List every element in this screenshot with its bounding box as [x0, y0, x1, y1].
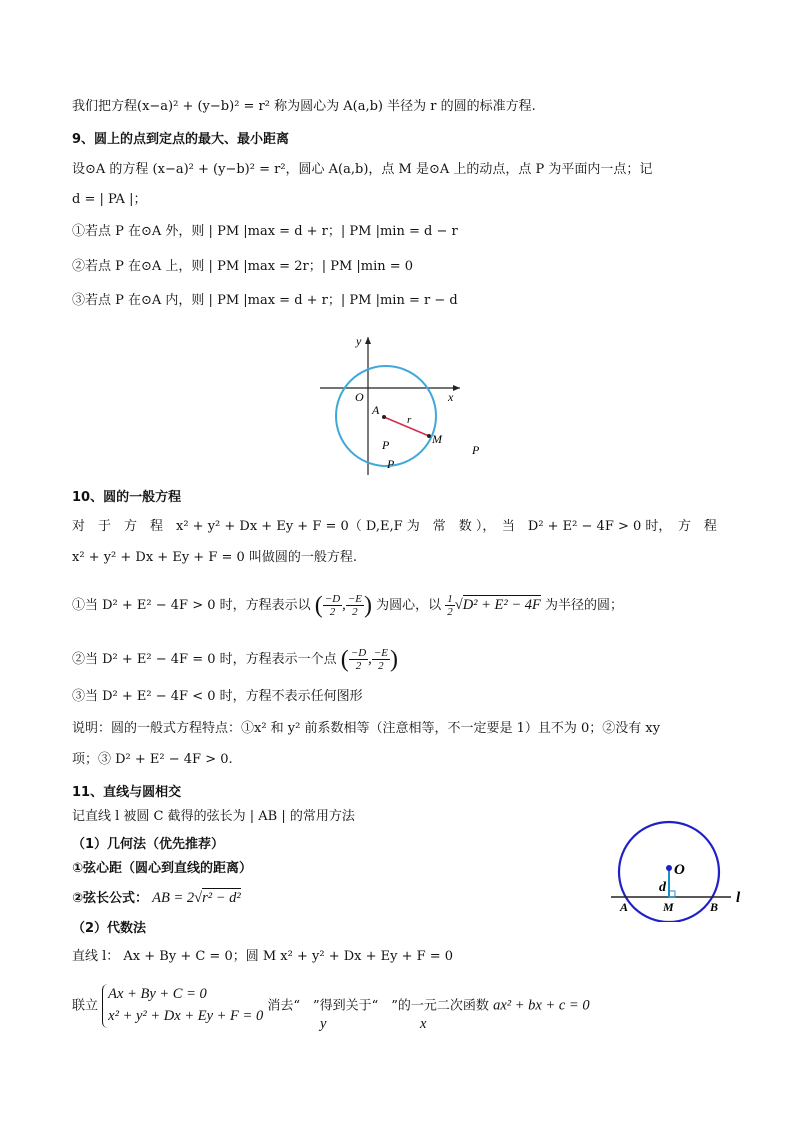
case-negative: ③当 D² + E² − 4F < 0 时，方程不表示任何图形 [72, 689, 363, 704]
subheading-chord-distance: ①弦心距（圆心到直线的距离） [72, 861, 253, 876]
comma: , [342, 597, 346, 614]
y-axis-arrow-icon [365, 337, 371, 344]
point-label-b: B [710, 900, 719, 914]
case-inside: ③若点 P 在⊙A 内，则 | PM |max = d + r；| PM |min = r − d [72, 293, 458, 308]
chord-figure [606, 812, 756, 922]
frac-den: 2 [447, 606, 453, 619]
center-point-a [382, 415, 386, 419]
text-line-general-eq-1: 对 于 方 程 x² + y² + Dx + Ey + F = 0（ D,E,F 为 常 数 ）， 当 D² + E² − 4F > 0 时， 方 程 [72, 519, 717, 534]
text-line-d-def: d = | PA |； [72, 192, 147, 207]
frac-den: 2 [352, 606, 358, 619]
center-label-o: O [674, 862, 685, 878]
point-p-outside-label: P [472, 443, 480, 457]
case-outside: ①若点 P 在⊙A 外，则 | PM |max = d + r；| PM |min = d − r [72, 224, 458, 239]
frac-neg-e-over-2 [346, 593, 364, 618]
frac-den: 2 [378, 660, 384, 673]
case-zero [72, 647, 398, 672]
text-line-standard-equation [72, 100, 536, 113]
heading-10: 10、圆的一般方程 [72, 490, 182, 505]
paren-open: ( [340, 646, 349, 673]
heading-9: 9、圆上的点到定点的最大、最小距离 [72, 132, 290, 147]
chord-formula-lhs: AB = 2 [152, 890, 195, 906]
point-p-on-label: P [387, 457, 395, 471]
system-line [72, 984, 590, 1028]
origin-label: O [355, 390, 364, 404]
x-axis-label: x [448, 390, 454, 404]
system-eq-1: Ax + By + C = 0 [108, 986, 207, 1002]
frac-neg-e-over-2 [372, 647, 390, 672]
radius-label-r: r [407, 414, 412, 426]
sqrt-body: D² + E² − 4F [462, 597, 541, 614]
frac-num: −E [347, 593, 362, 605]
frac-one-half [445, 593, 455, 618]
distance-label-d: d [659, 880, 666, 895]
note-line-2: 项；③ D² + E² − 4F > 0. [72, 752, 233, 767]
frac-neg-d-over-2 [349, 647, 368, 672]
chord-formula-line [72, 891, 241, 906]
center-label-a: A [372, 403, 380, 417]
frac-num: −E [373, 647, 388, 659]
point-label-m: M [663, 900, 674, 914]
note-line-1: 说明：圆的一般式方程特点：①x² 和 y² 前系数相等（注意相等，不一定要是 1）且不为 0；②没有 xy [72, 721, 661, 736]
system-quadratic: ax² + bx + c = 0 [493, 997, 590, 1014]
frac-neg-d-over-2 [323, 593, 342, 618]
chord-formula-label: ②弦长公式： [72, 891, 149, 906]
subheading-geometric: （1）几何法（优先推荐） [72, 837, 225, 852]
case-positive-mid: 为圆心，以 [376, 598, 442, 614]
system-tail: 消去“ ”得到关于“ ”的一元二次函数 [267, 998, 489, 1014]
chord-formula-radicand: r² − d² [202, 890, 241, 906]
text-line-line-and-circle: 直线 l： Ax + By + C = 0；圆 M x² + y² + Dx + Ey + F = 0 [72, 949, 454, 964]
frac-num: 1 [447, 593, 453, 605]
subheading-algebraic: （2）代数法 [72, 921, 147, 936]
case-positive [72, 593, 623, 618]
about-var-x: x [420, 1016, 427, 1032]
point-m-label: M [432, 432, 442, 446]
frac-den: 2 [355, 660, 362, 673]
paren-close: ) [389, 646, 398, 673]
circle-coordinate-figure [300, 325, 500, 485]
text-line-chord-intro: 记直线 l 被圆 C 截得的弦长为 | AB | 的常用方法 [72, 809, 355, 824]
case-zero-lead: ②当 D² + E² − 4F = 0 时，方程表示一个点 [72, 652, 337, 668]
paren-close: ) [363, 592, 372, 619]
point-m-dot [427, 434, 431, 438]
system-eq-2: x² + y² + Dx + Ey + F = 0 [108, 1007, 264, 1024]
comma: , [368, 651, 372, 668]
frac-den: 2 [329, 606, 336, 619]
center-point-o [666, 865, 672, 871]
line-label-l: l [736, 890, 741, 906]
system-brace [102, 984, 263, 1028]
chord-sqrt-sign: √ [194, 890, 203, 906]
x-axis-arrow-icon [453, 385, 460, 391]
y-axis-label: y [356, 334, 362, 348]
sqrt-sign: √ [454, 597, 463, 614]
paren-open: ( [314, 592, 323, 619]
heading-11: 11、直线与圆相交 [72, 785, 182, 800]
frac-num: −D [324, 593, 341, 605]
point-p-inside-label: P [382, 438, 390, 452]
frac-num: −D [350, 647, 367, 659]
standard-equation-text: 我们把方程(x−a)² + (y−b)² = r² 称为圆心为 A(a,b) 半径为 r 的圆的标准方程. [72, 99, 536, 114]
case-on: ②若点 P 在⊙A 上，则 | PM |max = 2r；| PM |min = 0 [72, 259, 414, 274]
case-positive-tail: 为半径的圆； [545, 598, 624, 614]
point-label-a: A [620, 900, 629, 914]
system-lead: 联立 [72, 998, 99, 1014]
eliminate-var-y: y [320, 1016, 327, 1032]
text-line-circle-def: 设⊙A 的方程 (x−a)² + (y−b)² = r²，圆心 A(a,b)，点 M 是⊙A 上的动点，点 P 为平面内一点；记 [72, 162, 653, 177]
text-line-general-eq-2: x² + y² + Dx + Ey + F = 0 叫做圆的一般方程. [72, 550, 358, 565]
case-positive-lead: ①当 D² + E² − 4F > 0 时，方程表示以 [72, 598, 311, 614]
